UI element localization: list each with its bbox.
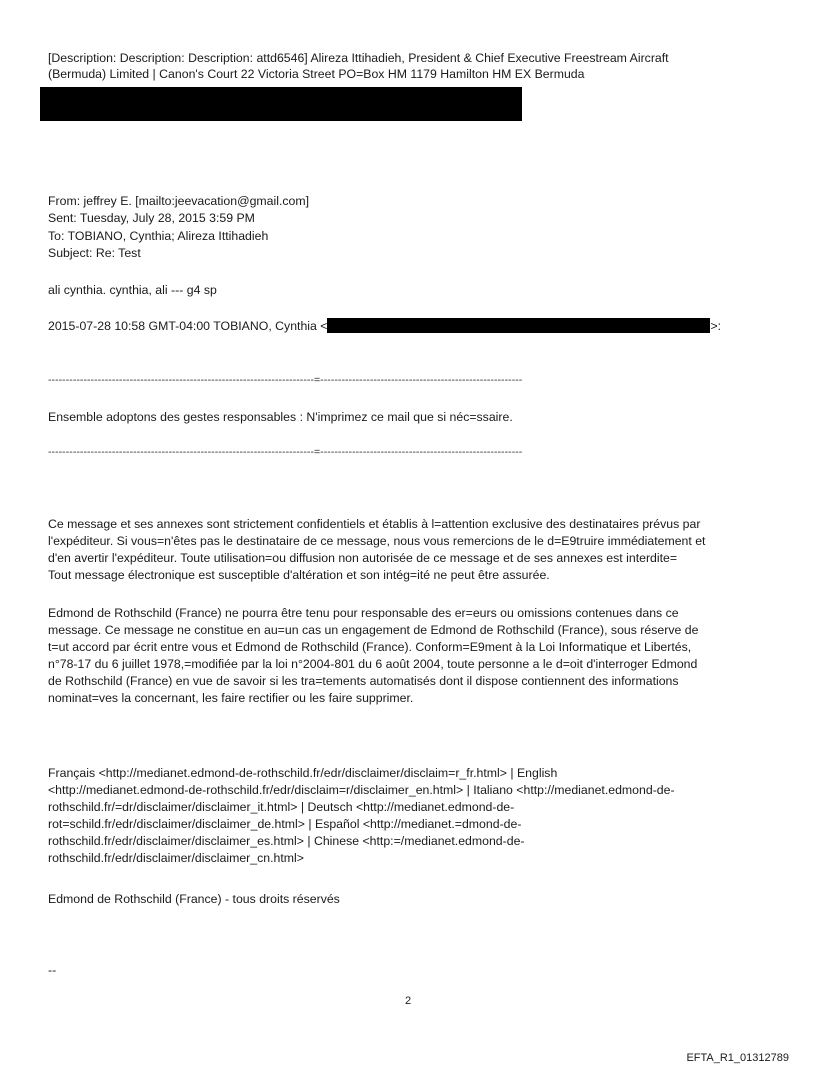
disclaimer-1-line: l'expéditeur. Si vous=n'êtes pas le destinataire de ce message, nous vous remercions de le d=E9truire immédiatement et <box>48 534 706 548</box>
email-body: ali cynthia. cynthia, ali --- g4 sp <box>48 283 217 297</box>
disclaimer-2-line: message. Ce message ne constitue en au=un cas un engagement de Edmond de Rothschild (France), sous réserve de <box>48 623 699 637</box>
language-links <box>48 765 675 867</box>
language-link-line[interactable]: rothschild.fr/edr/disclaimer/disclaimer_es.html> | Chinese <http:=/medianet.edmond-de- <box>48 834 525 848</box>
page-number: 2 <box>404 995 412 1007</box>
disclaimer-2-line: de Rothschild (France) en vue de savoir si les tra=tements automatisés dont il dispose contiennent des informations <box>48 674 679 688</box>
redaction-block-header <box>40 87 522 121</box>
disclaimer-1-line: Tout message électronique est susceptible d'altération et son intég=ité ne peut être assurée. <box>48 568 550 582</box>
language-link-line[interactable]: Français <http://medianet.edmond-de-rothschild.fr/edr/disclaimer/disclaim=r_fr.html> | English <box>48 766 558 780</box>
email-sent: Sent: Tuesday, July 28, 2015 3:59 PM <box>48 211 255 225</box>
header-line-2: (Bermuda) Limited | Canon's Court 22 Victoria Street PO=Box HM 1179 Hamilton HM EX Bermuda <box>48 67 585 81</box>
disclaimer-1-line: Ce message et ses annexes sont strictement confidentiels et établis à l=attention exclusive des destinataires prévus par <box>48 517 701 531</box>
disclaimer-paragraph-2 <box>48 605 698 707</box>
quote-prefix: 2015-07-28 10:58 GMT-04:00 TOBIANO, Cynthia < <box>48 319 328 333</box>
disclaimer-paragraph-1 <box>48 516 705 584</box>
quote-suffix: >: <box>710 319 722 333</box>
language-link-line[interactable]: <http://medianet.edmond-de-rothschild.fr/edr/disclaim=r/disclaimer_en.html> | Italiano <http://medianet.edmond-de- <box>48 783 675 797</box>
rights-notice: Edmond de Rothschild (France) - tous droits réservés <box>48 892 340 906</box>
disclaimer-2-line: t=ut accord par écrit entre vous et Edmond de Rothschild (France). Conform=E9ment à la Loi Informatique et Libertés, <box>48 640 692 654</box>
language-link-line[interactable]: rothschild.fr/=dr/disclaimer/disclaimer_it.html> | Deutsch <http://medianet.edmond-de- <box>48 800 515 814</box>
language-link-line[interactable]: rothschild.fr/edr/disclaimer/disclaimer_cn.html> <box>48 851 304 865</box>
eco-notice: Ensemble adoptons des gestes responsables : N'imprimez ce mail que si néc=ssaire. <box>48 410 513 424</box>
language-link-line[interactable]: rot=schild.fr/edr/disclaimer/disclaimer_de.html> | Español <http://medianet.=dmond-de- <box>48 817 522 831</box>
separator-bottom: ---------------------------------------------------------------------------=--------------------------------------------------------- <box>48 446 523 458</box>
signature-dashes: -- <box>48 963 57 977</box>
email-subject: Subject: Re: Test <box>48 246 141 260</box>
disclaimer-1-line: d'en avertir l'expéditeur. Toute utilisation=ou diffusion non autorisée de ce message et de ses annexes est interdite= <box>48 551 678 565</box>
separator-top: ---------------------------------------------------------------------------=--------------------------------------------------------- <box>48 374 523 386</box>
quote-header <box>48 318 721 335</box>
redaction-email <box>327 318 710 333</box>
bates-number: EFTA_R1_01312789 <box>686 1052 789 1064</box>
email-to: To: TOBIANO, Cynthia; Alireza Ittihadieh <box>48 229 269 243</box>
disclaimer-2-line: nominat=ves la concernant, les faire rectifier ou les faire supprimer. <box>48 691 414 705</box>
header-line-1: [Description: Description: Description: attd6546] Alireza Ittihadieh, President & Chief Executive Freestream Aircraft <box>48 51 669 65</box>
email-from: From: jeffrey E. [mailto:jeevacation@gmail.com] <box>48 194 310 208</box>
disclaimer-2-line: Edmond de Rothschild (France) ne pourra être tenu pour responsable des er=eurs ou omissions contenues dans ce <box>48 606 679 620</box>
disclaimer-2-line: n°78-17 du 6 juillet 1978,=modifiée par la loi n°2004-801 du 6 août 2004, toute personne a le d=oit d'interroger Edmond <box>48 657 698 671</box>
